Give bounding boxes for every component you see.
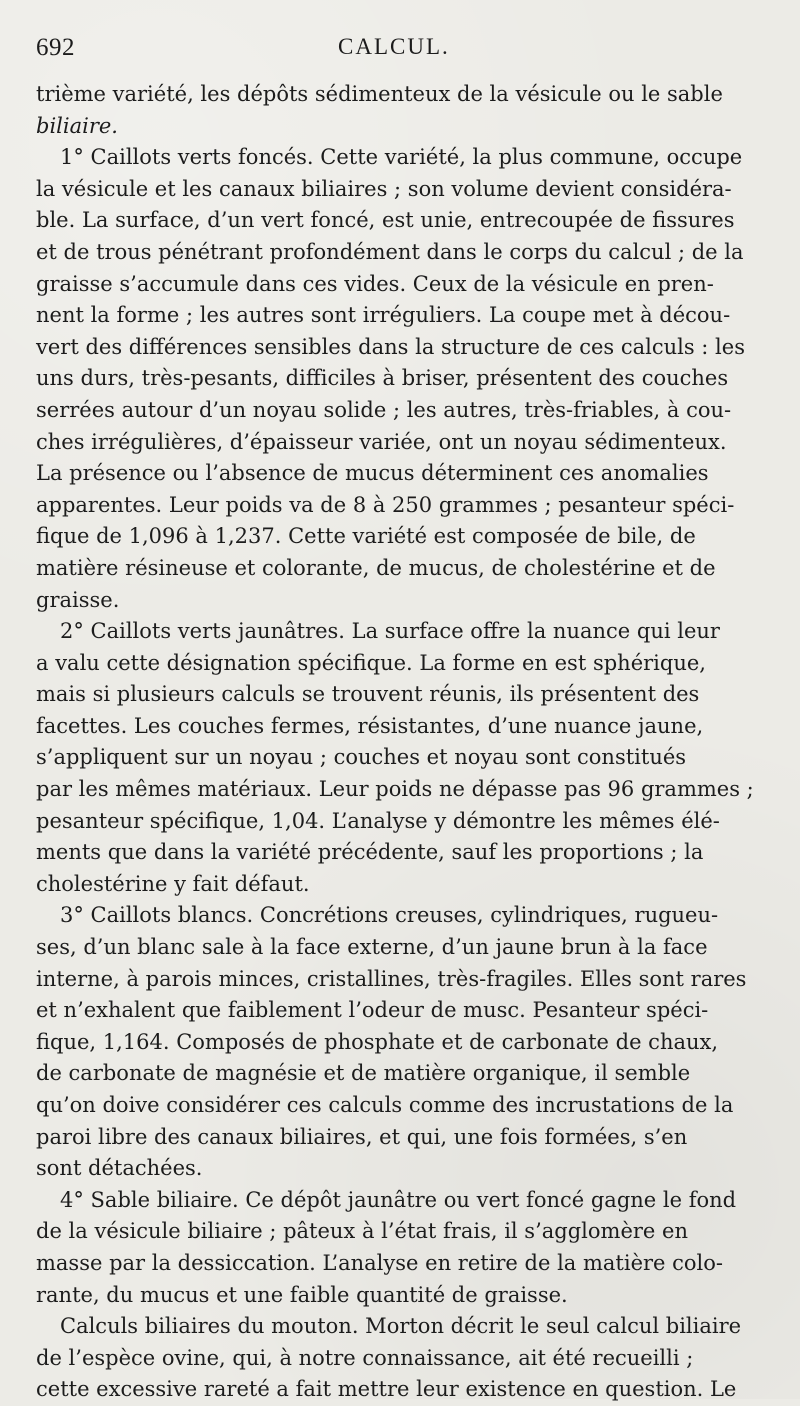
page-header bbox=[36, 34, 750, 68]
text-line-5: ble. La surface, d’un vert foncé, est unie, entrecoupée de fissures bbox=[36, 208, 735, 233]
text-line-28: ses, d’un blanc sale à la face externe, d’un jaune brun à la face bbox=[36, 935, 708, 960]
paragraph-start-caillots-verts-fonces: 1° Caillots verts foncés. Cette variété, la plus commune, occupe bbox=[60, 145, 743, 170]
text-line-7: graisse s’accumule dans ces vides. Ceux de la vésicule en pren- bbox=[36, 271, 714, 296]
text-line-19: a valu cette désignation spécifique. La forme en est sphérique, bbox=[36, 650, 706, 675]
text-line-11: serrées autour d’un noyau solide ; les autres, très-friables, à cou- bbox=[36, 397, 732, 422]
text-line-26: cholestérine y fait défaut. bbox=[36, 871, 310, 896]
text-line-12: ches irrégulières, d’épaisseur variée, ont un noyau sédimenteux. bbox=[36, 429, 727, 454]
running-title: CALCUL. bbox=[338, 34, 450, 59]
text-line-14: apparentes. Leur poids va de 8 à 250 grammes ; pesanteur spéci- bbox=[36, 492, 735, 517]
text-line-32: de carbonate de magnésie et de matière organique, il semble bbox=[36, 1061, 691, 1086]
text-line-35: sont détachées. bbox=[36, 1156, 203, 1181]
text-line-22: s’appliquent sur un noyau ; couches et noyau sont constitués bbox=[36, 745, 687, 770]
paragraph-start-sable-biliaire: 4° Sable biliaire. Ce dépôt jaunâtre ou vert foncé gagne le fond bbox=[60, 1187, 737, 1212]
text-line-34: paroi libre des canaux biliaires, et qui, une fois formées, s’en bbox=[36, 1124, 688, 1149]
text-line-1: trième variété, les dépôts sédimenteux de la vésicule ou le sable bbox=[36, 82, 723, 106]
text-line-20: mais si plusieurs calculs se trouvent réunis, ils présentent des bbox=[36, 682, 700, 707]
page-number: 692 bbox=[36, 34, 75, 61]
text-line-37: de la vésicule biliaire ; pâteux à l’état frais, il s’agglomère en bbox=[36, 1219, 688, 1244]
text-line-30: et n’exhalent que faiblement l’odeur de musc. Pesanteur spéci- bbox=[36, 998, 709, 1023]
paragraph-start-caillots-verts-jaunatres: 2° Caillots verts jaunâtres. La surface offre la nuance qui leur bbox=[60, 619, 720, 644]
body-text bbox=[36, 79, 760, 1406]
text-line-10: uns durs, très-pesants, difficiles à briser, présentent des couches bbox=[36, 366, 729, 391]
text-line-39: rante, du mucus et une faible quantité de graisse. bbox=[36, 1282, 568, 1307]
text-line-21: facettes. Les couches fermes, résistantes, d’une nuance jaune, bbox=[36, 713, 704, 738]
text-line-13: La présence ou l’absence de mucus déterminent ces anomalies bbox=[36, 461, 709, 486]
text-line-4: la vésicule et les canaux biliaires ; son volume devient considéra- bbox=[36, 176, 732, 201]
text-line-38: masse par la dessiccation. L’analyse en retire de la matière colo- bbox=[36, 1250, 724, 1275]
text-line-17: graisse. bbox=[36, 587, 120, 612]
text-line-29: interne, à parois minces, cristallines, très-fragiles. Elles sont rares bbox=[36, 966, 747, 991]
text-line-23: par les mêmes matériaux. Leur poids ne dépasse pas 96 grammes ; bbox=[36, 777, 754, 802]
paragraph-start-caillots-blancs: 3° Caillots blancs. Concrétions creuses, cylindriques, rugueu- bbox=[60, 903, 719, 928]
text-line-41: de l’espèce ovine, qui, à notre connaissance, ait été recueilli ; bbox=[36, 1345, 694, 1370]
text-line-24: pesanteur spécifique, 1,04. L’analyse y démontre les mêmes élé- bbox=[36, 808, 720, 833]
text-line-9: vert des différences sensibles dans la structure de ces calculs : les bbox=[36, 334, 745, 359]
text-line-25: ments que dans la variété précédente, sauf les proportions ; la bbox=[36, 840, 704, 865]
section-calculs-biliaires-du-mouton: Calculs biliaires du mouton. Morton décrit le seul calcul biliaire bbox=[60, 1314, 742, 1339]
text-line-2: biliaire. bbox=[36, 113, 118, 138]
text-line-8: nent la forme ; les autres sont irréguliers. La coupe met à décou- bbox=[36, 303, 731, 328]
text-line-6: et de trous pénétrant profondément dans le corps du calcul ; de la bbox=[36, 239, 744, 264]
text-line-16: matière résineuse et colorante, de mucus, de cholestérine et de bbox=[36, 555, 716, 580]
text-line-31: fique, 1,164. Composés de phosphate et de carbonate de chaux, bbox=[36, 1029, 719, 1054]
text-line-33: qu’on doive considérer ces calculs comme des incrustations de la bbox=[36, 1093, 734, 1117]
text-line-15: fique de 1,096 à 1,237. Cette variété est composée de bile, de bbox=[36, 524, 696, 549]
text-line-42: cette excessive rareté a fait mettre leur existence en question. Le bbox=[36, 1377, 737, 1402]
